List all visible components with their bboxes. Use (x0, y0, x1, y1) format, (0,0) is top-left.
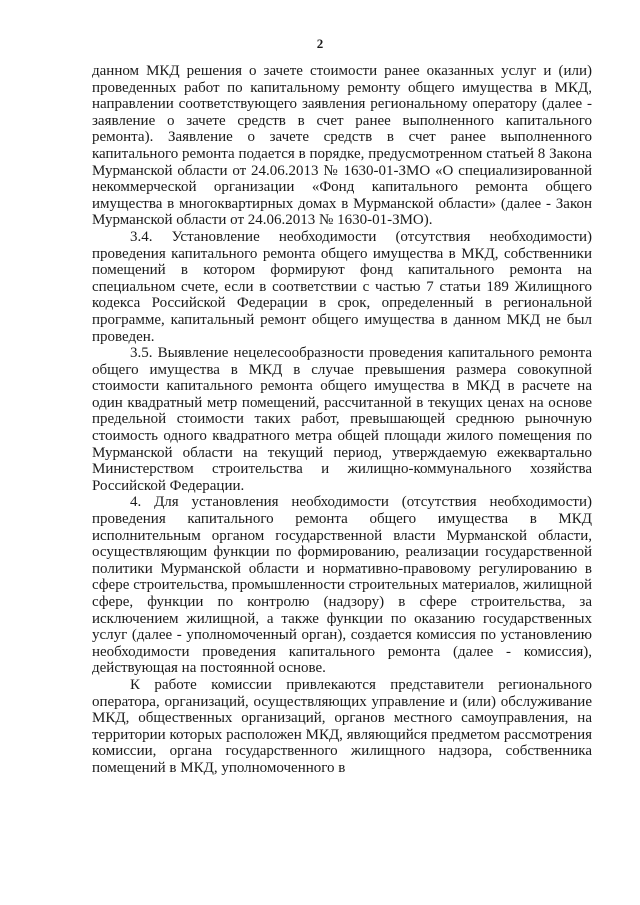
paragraph-continuation: данном МКД решения о зачете стоимости ранее оказанных услуг и (или) проведенных работ по капитальному ремонту общего имущества в МКД, направлении соответствующего заявления региональному оператору (далее - заявление о зачете средств в счет ранее выполненного капитального ремонта). Заявление о зачете средств в счет ранее выполненного капитального ремонта подается в порядке, предусмотренном статьей 8 Закона Мурманской области от 24.06.2013 № 1630-01-ЗМО «О специализированной некоммерческой организации «Фонд капитального ремонта общего имущества в многоквартирных домах в Мурманской области» (далее - Закон Мурманской области от 24.06.2013 № 1630-01-ЗМО). (92, 63, 592, 229)
page-number: 2 (316, 36, 324, 51)
paragraph-commission-members: К работе комиссии привлекаются представители регионального оператора, организаций, осуществляющих управление и (или) обслуживание МКД, общественных организаций, органов местного самоуправления, на территории которых расположен МКД, являющийся предметом рассмотрения комиссии, органа государственного жилищного надзора, собственника помещений в МКД, уполномоченного в (92, 676, 592, 776)
paragraph-3-5: 3.5. Выявление нецелесообразности проведения капитального ремонта общего имущества в МКД в случае превышения размера совокупной стоимости капитального ремонта общего имущества в МКД в расчете на один квадратный метр помещений, рассчитанной в текущих ценах на основе предельной стоимости таких работ, превышающей среднюю рыночную стоимость одного квадратного метра общей площади жилого помещения по Мурманской области на текущий период, утверждаемую ежеквартально Министерством строительства и жилищно-коммунального хозяйства Российской Федерации. (92, 345, 592, 494)
paragraph-3-4: 3.4. Установление необходимости (отсутствия необходимости) проведения капитального ремонта общего имущества в МКД, собственники помещений в котором формируют фонд капитального ремонта на специальном счете, если в соответствии с частью 7 статьи 189 Жилищного кодекса Российской Федерации в срок, определенный в региональной программе, капитальный ремонт общего имущества в данном МКД не был проведен. (92, 228, 592, 345)
paragraph-4: 4. Для установления необходимости (отсутствия необходимости) проведения капитального ремонта общего имущества в МКД исполнительным органом государственной власти Мурманской области, осуществляющим функции по формированию, реализации государственной политики Мурманской области и нормативно-правовому регулированию в сфере строительства, промышленности строительных материалов, жилищной сфере, функции по контролю (надзору) в сфере строительства, за исключением жилищной, а также функции по оказанию государственных услуг (далее - уполномоченный орган), создается комиссия по установлению необходимости проведения капитального ремонта (далее - комиссия), действующая на постоянной основе. (92, 494, 592, 677)
document-body (92, 63, 592, 777)
